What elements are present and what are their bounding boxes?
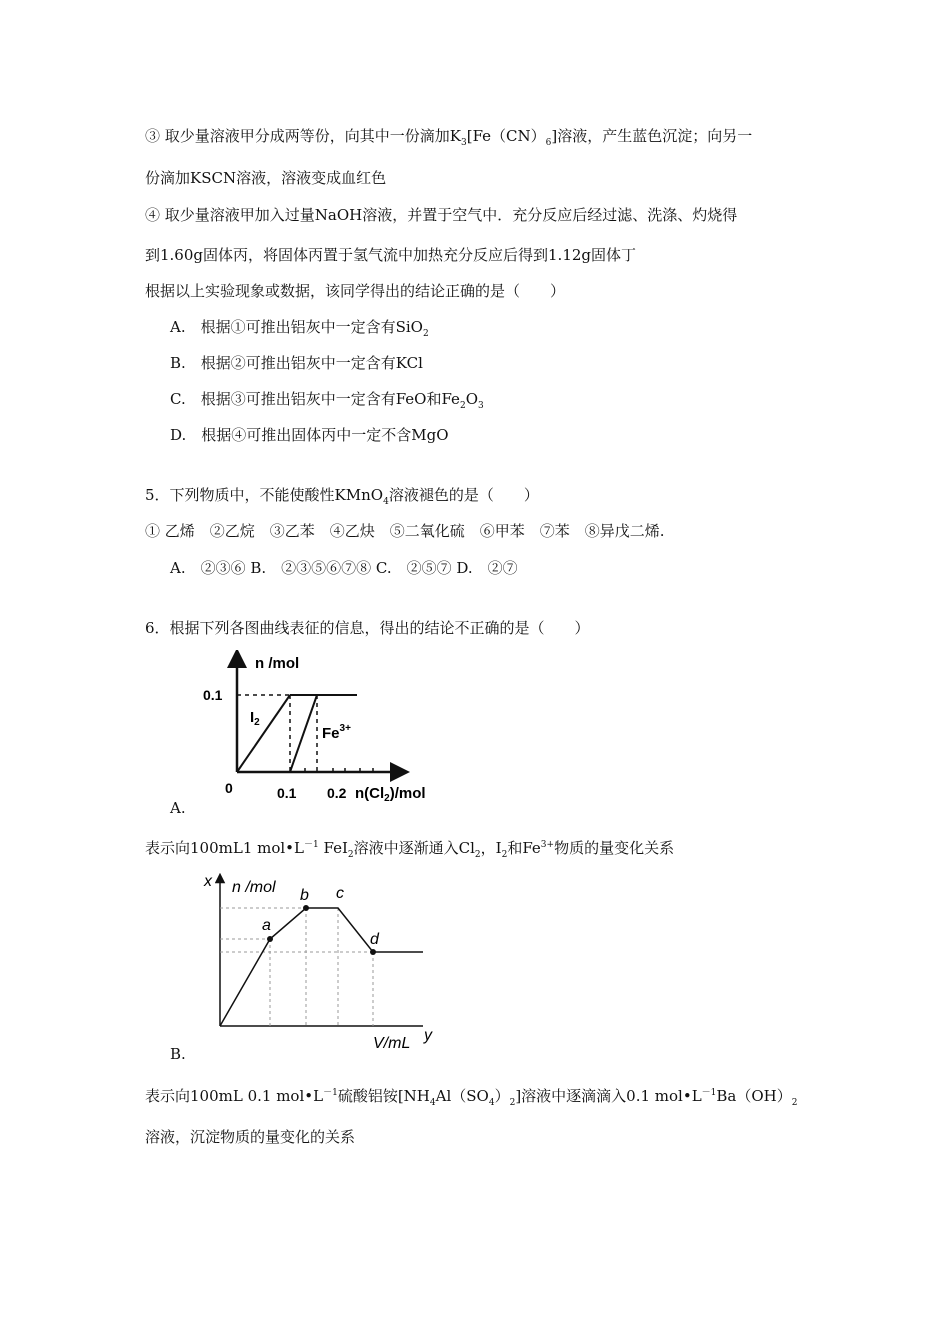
chart-a-i2-label: $I_2$ — [250, 709, 260, 728]
chart-a-origin: 0 — [225, 780, 233, 796]
q6-option-a-label: A. — [170, 799, 186, 817]
q4-option-d: D. 根据④可推出固体丙中一定不含MgO — [170, 426, 449, 444]
chart-b-point-a — [267, 936, 273, 942]
chart-b — [198, 868, 448, 1053]
q4-item4-line2: 到1.60g固体丙，将固体丙置于氢气流中加热充分反应后得到1.12g固体丁 — [145, 246, 637, 264]
q6-desc-b-line2: 溶液，沉淀物质的量变化的关系 — [145, 1128, 356, 1146]
q4-question: 根据以上实验现象或数据，该同学得出的结论正确的是（ ） — [145, 282, 566, 300]
chart-b-label-c: c — [336, 885, 344, 902]
q6-option-b-label: B. — [170, 1045, 186, 1063]
q4-item3-line1: ③ 取少量溶液甲分成两等份，向其中一份滴加$K_3[Fe(CN)_6]$溶液，产生蓝色沉淀；向另一 — [145, 127, 753, 148]
chart-a-xtick-2: 0.2 — [327, 785, 347, 801]
chart-a-fe3-label: $Fe^{3+}$ — [322, 723, 351, 742]
chart-a-xlabel: $n(Cl_2)$/mol — [355, 785, 426, 804]
chart-b-label-a: a — [262, 917, 271, 934]
q4-item4-line1: ④ 取少量溶液甲加入过量NaOH溶液，并置于空气中．充分反应后经过滤、洗涤、灼烧得 — [145, 206, 738, 224]
chart-a-fe3-line — [290, 695, 317, 772]
chart-a-ytick: 0.1 — [203, 687, 223, 703]
chart-b-label-b: b — [300, 887, 309, 904]
chart-b-curve — [220, 908, 423, 1026]
q4-option-c: C. 根据③可推出铝灰中一定含有FeO和$Fe_2O_3$ — [170, 390, 484, 411]
chart-b-ylabel: n /mol — [232, 879, 276, 896]
chart-b-point-b — [303, 905, 309, 911]
q5-options: A. ②③⑥ B. ②③⑤⑥⑦⑧ C. ②⑤⑦ D. ②⑦ — [170, 559, 518, 577]
q5-items: ① 乙烯 ②乙烷 ③乙苯 ④乙炔 ⑤二氧化硫 ⑥甲苯 ⑦苯 ⑧异戊二烯. — [145, 522, 665, 540]
q6-stem: 6．根据下列各图曲线表征的信息，得出的结论不正确的是（ ） — [145, 619, 590, 637]
chart-b-y-letter: y — [424, 1027, 432, 1044]
q6-desc-a: 表示向100mL1 $mol•L^{-1}$ FeI$_2$溶液中逐渐通入$Cl_2$，$I_2$和$Fe^{3+}$物质的量变化关系 — [145, 839, 675, 860]
q4-option-a: A. 根据①可推出铝灰中一定含有SiO$_2$ — [170, 318, 429, 339]
chart-a-ylabel: n /mol — [255, 655, 300, 672]
chart-b-xlabel: V/mL — [373, 1035, 411, 1052]
chart-a-i2-line — [237, 695, 290, 772]
chart-b-label-d: d — [370, 931, 379, 948]
chart-b-x-letter: x — [204, 873, 212, 890]
q6-desc-b-line1: 表示向100mL 0.1 $mol•L^{-1}$硫酸铝铵$[NH_4Al(SO_4)_2]$溶液中逐滴滴入0.1 $mol•L^{-1}Ba(OH)_2$ — [145, 1087, 798, 1108]
q5-stem: 5．下列物质中，不能使酸性KMnO$_4$溶液褪色的是（ ） — [145, 486, 539, 507]
chart-b-point-d — [370, 949, 376, 955]
chart-a — [195, 650, 445, 805]
q4-item3-line2: 份滴加KSCN溶液，溶液变成血红色 — [145, 169, 387, 187]
chart-a-xtick-1: 0.1 — [277, 785, 297, 801]
q4-option-b: B. 根据②可推出铝灰中一定含有KCl — [170, 354, 423, 372]
